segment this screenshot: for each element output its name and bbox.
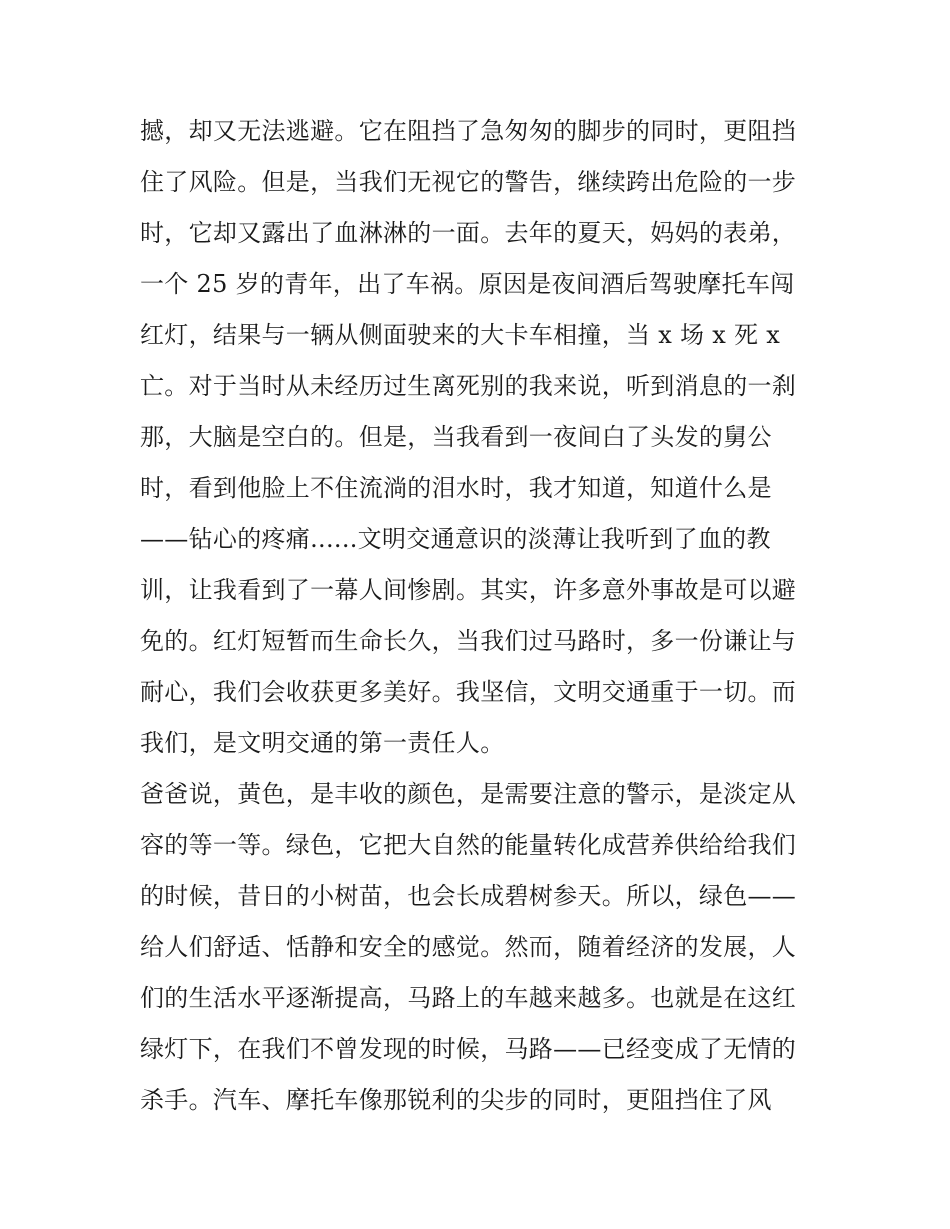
text-line: 绿灯下，在我们不曾发现的时候，马路——已经变成了无情的 bbox=[140, 1035, 797, 1063]
text-line: 我们，是文明交通的第一责任人。 bbox=[140, 729, 505, 757]
text-line: 免的。红灯短暂而生命长久，当我们过马路时，多一份谦让与 bbox=[140, 627, 797, 655]
body-text bbox=[140, 106, 820, 1126]
text-line: 们的生活水平逐渐提高，马路上的车越来越多。也就是在这红 bbox=[140, 984, 797, 1012]
text-line: 那，大脑是空白的。但是，当我看到一夜间白了头发的舅公 bbox=[140, 423, 772, 451]
text-line: 爸爸说，黄色，是丰收的颜色，是需要注意的警示，是淡定从 bbox=[140, 780, 797, 808]
text-line: 住了风险。但是，当我们无视它的警告，继续跨出危险的一步 bbox=[140, 168, 797, 196]
text-line: 给人们舒适、恬静和安全的感觉。然而，随着经济的发展，人 bbox=[140, 933, 797, 961]
text-line: 耐心，我们会收获更多美好。我坚信，文明交通重于一切。而 bbox=[140, 678, 797, 706]
text-line: 亡。对于当时从未经历过生离死别的我来说，听到消息的一刹 bbox=[140, 372, 797, 400]
text-line: 撼，却又无法逃避。它在阻挡了急匆匆的脚步的同时，更阻挡 bbox=[140, 117, 797, 145]
text-line: ——钻心的疼痛......文明交通意识的淡薄让我听到了血的教 bbox=[140, 525, 771, 553]
text-line: 训，让我看到了一幕人间惨剧。其实，许多意外事故是可以避 bbox=[140, 576, 797, 604]
text-line: 一个 25 岁的青年，出了车祸。原因是夜间酒后驾驶摩托车闯 bbox=[140, 270, 795, 298]
text-line: 红灯，结果与一辆从侧面驶来的大卡车相撞，当 x 场 x 死 x bbox=[140, 321, 781, 349]
text-line: 时，看到他脸上不住流淌的泪水时，我才知道，知道什么是 bbox=[140, 474, 772, 502]
text-line: 时，它却又露出了血淋淋的一面。去年的夏天，妈妈的表弟， bbox=[140, 219, 797, 247]
text-line: 杀手。汽车、摩托车像那锐利的尖步的同时，更阻挡住了风 bbox=[140, 1086, 772, 1114]
text-line: 的时候，昔日的小树苗，也会长成碧树参天。所以，绿色—— bbox=[140, 882, 797, 910]
text-line: 容的等一等。绿色，它把大自然的能量转化成营养供给给我们 bbox=[140, 831, 797, 859]
